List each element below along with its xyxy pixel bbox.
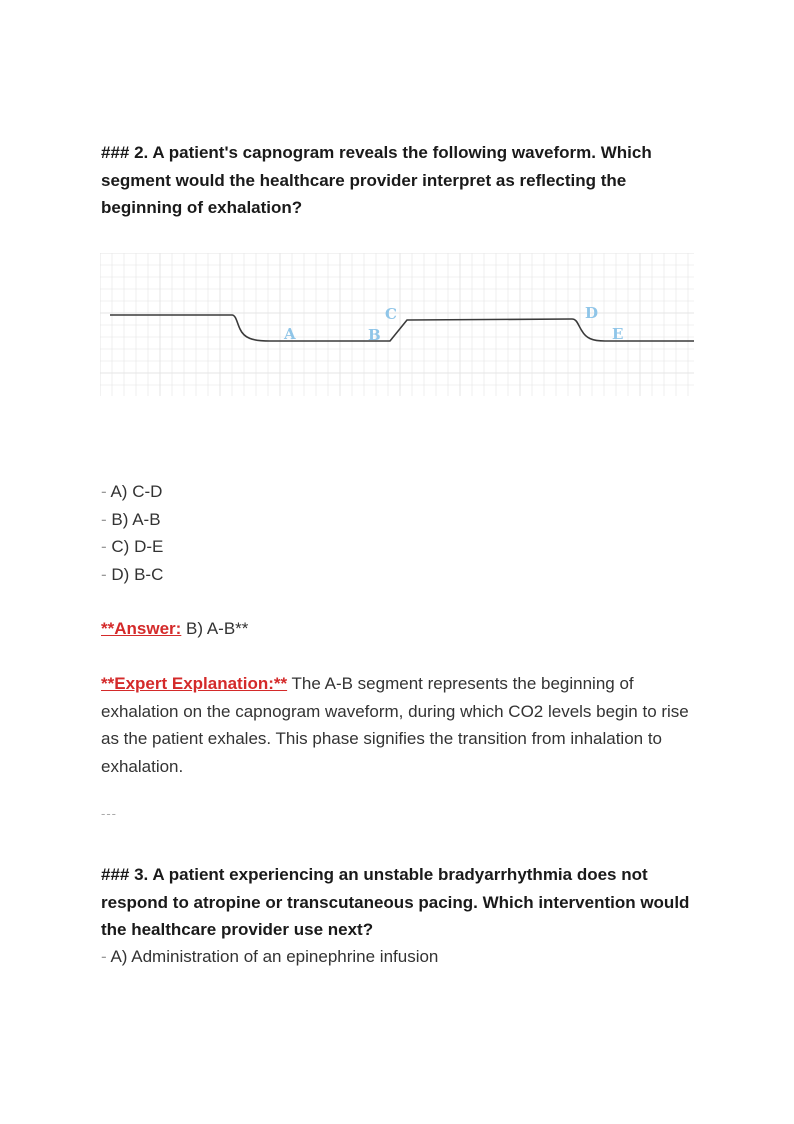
capnogram-waveform: [100, 253, 694, 396]
option-dash: -: [101, 947, 107, 966]
label-d: D: [585, 304, 599, 322]
option-dash: -: [101, 564, 107, 584]
option-c: [101, 533, 701, 561]
explanation-paragraph: [101, 670, 701, 780]
explanation-label: **Expert Explanation:**: [101, 674, 288, 693]
separator: ---: [101, 806, 117, 821]
label-e: E: [612, 325, 624, 343]
option-d: [101, 561, 701, 589]
label-b: B: [368, 326, 381, 344]
question-2-text: ### 2. A patient's capnogram reveals the following waveform. Which segment would the healthcare provider interpret as reflecting the beginning of exhalation?: [101, 143, 652, 217]
answer-line: [101, 615, 701, 643]
capnogram-figure: [100, 253, 694, 396]
question-3-text: ### 3. A patient experiencing an unstable bradyarrhythmia does not respond to atropine or transcutaneous pacing. Which intervention would the healthcare provider use next?: [101, 865, 690, 939]
option-text: A) Administration of an epinephrine infusion: [110, 947, 439, 966]
option-text: D) B-C: [111, 564, 164, 584]
option-dash: -: [101, 482, 107, 501]
option-b: [101, 506, 701, 534]
label-c: C: [385, 305, 397, 323]
option-a: [101, 943, 701, 971]
option-a: [101, 478, 701, 506]
answer-value: B) A-B**: [186, 619, 249, 638]
option-text: A) C-D: [110, 482, 163, 501]
answer-label: **Answer:: [101, 619, 182, 638]
option-text: B) A-B: [111, 509, 161, 529]
label-a: A: [284, 325, 296, 343]
option-text: C) D-E: [111, 537, 164, 556]
option-dash: -: [101, 537, 107, 556]
question-3-options: [101, 943, 701, 971]
question-2-options: [101, 478, 701, 588]
explanation-text: The A-B segment represents the beginning of exhalation on the capnogram waveform, during which CO2 levels begin to rise as the patient exhales. This phase signifies the transition from inhalation to exhalation.: [101, 674, 689, 776]
grid: [100, 253, 694, 396]
option-dash: -: [101, 509, 107, 529]
